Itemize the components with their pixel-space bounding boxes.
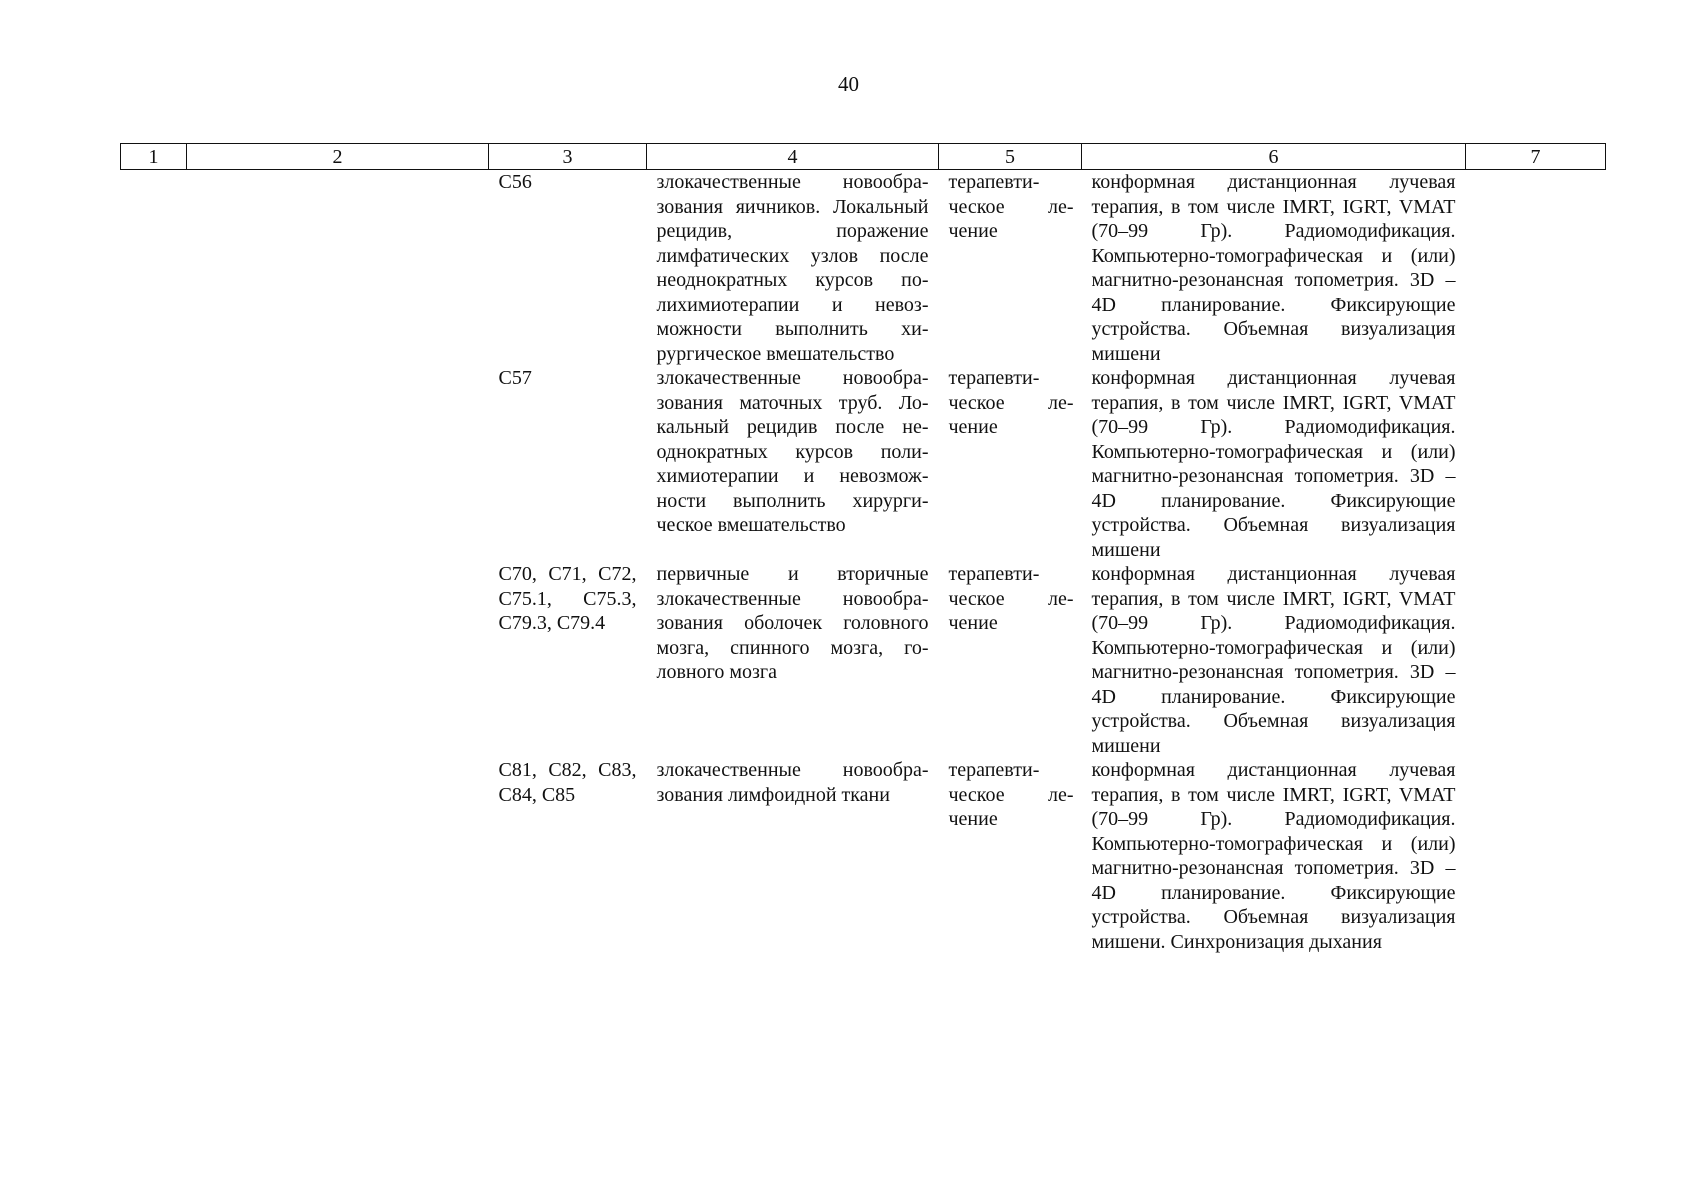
cost-cell — [1466, 366, 1606, 562]
treatment-type-cell: терапевтическое лечение — [948, 171, 1074, 242]
table-row — [121, 366, 1606, 562]
cost-cell — [1466, 170, 1606, 367]
care-type-cell — [187, 758, 489, 988]
column-header-4: 4 — [647, 144, 939, 170]
column-number-header-row — [121, 144, 1606, 170]
care-type-cell — [187, 366, 489, 562]
disease-model-cell: злокачественные новообразования лимфоидной ткани — [656, 759, 929, 806]
disease-model-cell: злокачественные новообразования маточных труб. Локальный рецидив после неоднократных курсов полихимиотерапии и невозможности выполнить хирургическое вмешательство — [656, 367, 929, 536]
row-number-cell — [121, 366, 187, 562]
cost-cell — [1466, 758, 1606, 988]
treatment-method-cell: конформная дистанционная лучевая терапия, в том числе IMRT, IGRT, VMAT (70–99 Гр). Радиомодификация. Компьютерно-томографическая и (или) магнитно-резонансная топометрия. 3D – 4D планирование. Фиксирующие устройства. Объемная визуализация мишени — [1091, 171, 1456, 365]
table-row — [121, 758, 1606, 988]
icd-codes-cell: C81, C82, C83, C84, C85 — [498, 759, 637, 806]
medical-care-table — [120, 143, 1606, 988]
treatment-method-cell: конформная дистанционная лучевая терапия, в том числе IMRT, IGRT, VMAT (70–99 Гр). Радиомодификация. Компьютерно-томографическая и (или) магнитно-резонансная топометрия. 3D – 4D планирование. Фиксирующие устройства. Объемная визуализация мишени. Синхронизация дыхания — [1091, 759, 1456, 953]
treatment-method-cell: конформная дистанционная лучевая терапия, в том числе IMRT, IGRT, VMAT (70–99 Гр). Радиомодификация. Компьютерно-томографическая и (или) магнитно-резонансная топометрия. 3D – 4D планирование. Фиксирующие устройства. Объемная визуализация мишени — [1091, 367, 1456, 561]
row-number-cell — [121, 758, 187, 988]
column-header-6: 6 — [1082, 144, 1466, 170]
row-number-cell — [121, 170, 187, 367]
disease-model-cell: злокачественные новообразования яичников. Локальный рецидив, поражение лимфатических узлов после неоднократных курсов полихимиотерапии и невозможности выполнить хирургическое вмешательство — [656, 171, 929, 365]
page-number: 40 — [838, 72, 859, 96]
treatment-type-cell: терапевтическое лечение — [948, 563, 1074, 634]
column-header-2: 2 — [187, 144, 489, 170]
column-header-7: 7 — [1466, 144, 1606, 170]
care-type-cell — [187, 562, 489, 758]
column-header-1: 1 — [121, 144, 187, 170]
column-header-3: 3 — [489, 144, 647, 170]
table-row — [121, 170, 1606, 367]
icd-codes-cell: C70, C71, C72, C75.1, C75.3, C79.3, C79.4 — [498, 563, 637, 634]
column-header-5: 5 — [939, 144, 1082, 170]
care-type-cell — [187, 170, 489, 367]
icd-codes-cell: C57 — [498, 367, 532, 389]
cost-cell — [1466, 562, 1606, 758]
treatment-type-cell: терапевтическое лечение — [948, 759, 1074, 830]
row-number-cell — [121, 562, 187, 758]
treatment-method-cell: конформная дистанционная лучевая терапия, в том числе IMRT, IGRT, VMAT (70–99 Гр). Радиомодификация. Компьютерно-томографическая и (или) магнитно-резонансная топометрия. 3D – 4D планирование. Фиксирующие устройства. Объемная визуализация мишени — [1091, 563, 1456, 757]
treatment-type-cell: терапевтическое лечение — [948, 367, 1074, 438]
disease-model-cell: первичные и вторичные злокачественные новообразования оболочек головного мозга, спинного мозга, головного мозга — [656, 563, 929, 683]
icd-codes-cell: C56 — [498, 171, 532, 193]
table-row — [121, 562, 1606, 758]
